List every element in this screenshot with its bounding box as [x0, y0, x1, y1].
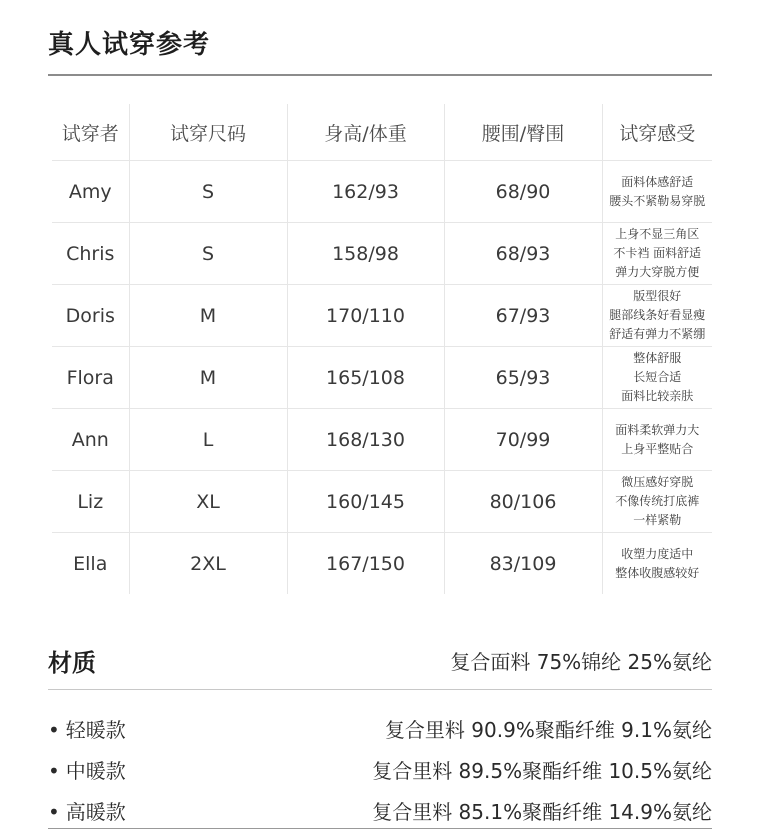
- tester-waist-hip: 80/106: [444, 471, 602, 533]
- material-item-value: 复合里料 90.9%聚酯纤维 9.1%氨纶: [384, 717, 712, 742]
- material-item-label: • 高暖款: [48, 796, 126, 825]
- header-size: 试穿尺码: [129, 104, 287, 161]
- table-row: [52, 285, 712, 347]
- feeling-line: 不像传统打底裤: [615, 494, 700, 508]
- tester-size: L: [129, 409, 287, 471]
- header-tester: 试穿者: [52, 104, 129, 161]
- table-header-row: [52, 104, 712, 161]
- title-divider: [48, 74, 712, 76]
- table-row: [52, 347, 712, 409]
- try-on-table: [52, 104, 712, 594]
- tester-feeling: [602, 285, 712, 347]
- material-item-label: • 中暖款: [48, 755, 126, 784]
- header-feeling: 试穿感受: [602, 104, 712, 161]
- tester-size: 2XL: [129, 533, 287, 595]
- material-item-value: 复合里料 89.5%聚酯纤维 10.5%氨纶: [372, 758, 712, 783]
- tester-height-weight: 167/150: [287, 533, 444, 595]
- feeling-line: 不卡裆 面料舒适: [613, 246, 702, 260]
- tester-height-weight: 168/130: [287, 409, 444, 471]
- feeling-line: 长短合适: [633, 370, 682, 384]
- tester-name: Chris: [52, 223, 129, 285]
- feeling-line: 版型很好: [633, 289, 682, 303]
- tester-name: Flora: [52, 347, 129, 409]
- tester-waist-hip: 83/109: [444, 533, 602, 595]
- feeling-line: 微压感好穿脱: [621, 475, 694, 489]
- feeling-line: 收塑力度适中: [621, 546, 694, 561]
- feeling-line: 整体收腹感较好: [615, 565, 700, 580]
- tester-waist-hip: 65/93: [444, 347, 602, 409]
- tester-name: Ann: [52, 409, 129, 471]
- tester-name: Ella: [52, 533, 129, 595]
- table-row: [52, 533, 712, 595]
- tester-name: Amy: [52, 161, 129, 223]
- material-item: [48, 751, 712, 787]
- tester-height-weight: 158/98: [287, 223, 444, 285]
- feeling-line: 面料体感舒适: [621, 174, 694, 189]
- feeling-line: 舒适有弹力不紧绷: [609, 327, 706, 341]
- tester-feeling: [602, 161, 712, 223]
- tester-name: Liz: [52, 471, 129, 533]
- tester-feeling: [602, 533, 712, 595]
- header-waist-hip: 腰围/臀围: [444, 104, 602, 161]
- material-divider: [48, 689, 712, 690]
- tester-size: S: [129, 223, 287, 285]
- tester-feeling: [602, 471, 712, 533]
- tester-size: XL: [129, 471, 287, 533]
- tester-waist-hip: 68/93: [444, 223, 602, 285]
- feeling-line: 面料比较亲肤: [621, 389, 694, 403]
- material-item: [48, 710, 712, 746]
- tester-size: S: [129, 161, 287, 223]
- tester-waist-hip: 67/93: [444, 285, 602, 347]
- bottom-divider: [48, 828, 712, 829]
- material-item-label: • 轻暖款: [48, 714, 126, 743]
- feeling-line: 腿部线条好看显瘦: [609, 308, 706, 322]
- material-header: [48, 640, 712, 680]
- tester-waist-hip: 68/90: [444, 161, 602, 223]
- feeling-line: 上身不显三角区: [615, 227, 700, 241]
- tester-feeling: [602, 347, 712, 409]
- tester-size: M: [129, 285, 287, 347]
- tester-feeling: [602, 409, 712, 471]
- tester-waist-hip: 70/99: [444, 409, 602, 471]
- table-row: [52, 161, 712, 223]
- page-title: 真人试穿参考: [48, 30, 211, 60]
- feeling-line: 整体舒服: [633, 351, 682, 365]
- material-label: 材质: [48, 648, 96, 677]
- tester-size: M: [129, 347, 287, 409]
- feeling-line: 上身平整贴合: [621, 441, 694, 456]
- header-height-weight: 身高/体重: [287, 104, 444, 161]
- table-row: [52, 409, 712, 471]
- feeling-line: 腰头不紧勒易穿脱: [609, 193, 706, 208]
- feeling-line: 弹力大穿脱方便: [615, 265, 700, 279]
- tester-height-weight: 162/93: [287, 161, 444, 223]
- feeling-line: 面料柔软弹力大: [615, 422, 700, 437]
- material-fabric: 复合面料 75%锦纶 25%氨纶: [450, 649, 712, 674]
- material-item-value: 复合里料 85.1%聚酯纤维 14.9%氨纶: [372, 799, 712, 824]
- tester-height-weight: 170/110: [287, 285, 444, 347]
- tester-height-weight: 160/145: [287, 471, 444, 533]
- tester-height-weight: 165/108: [287, 347, 444, 409]
- table-row: [52, 223, 712, 285]
- tester-name: Doris: [52, 285, 129, 347]
- feeling-line: 一样紧勒: [633, 513, 682, 527]
- tester-feeling: [602, 223, 712, 285]
- material-item: [48, 792, 712, 828]
- table-row: [52, 471, 712, 533]
